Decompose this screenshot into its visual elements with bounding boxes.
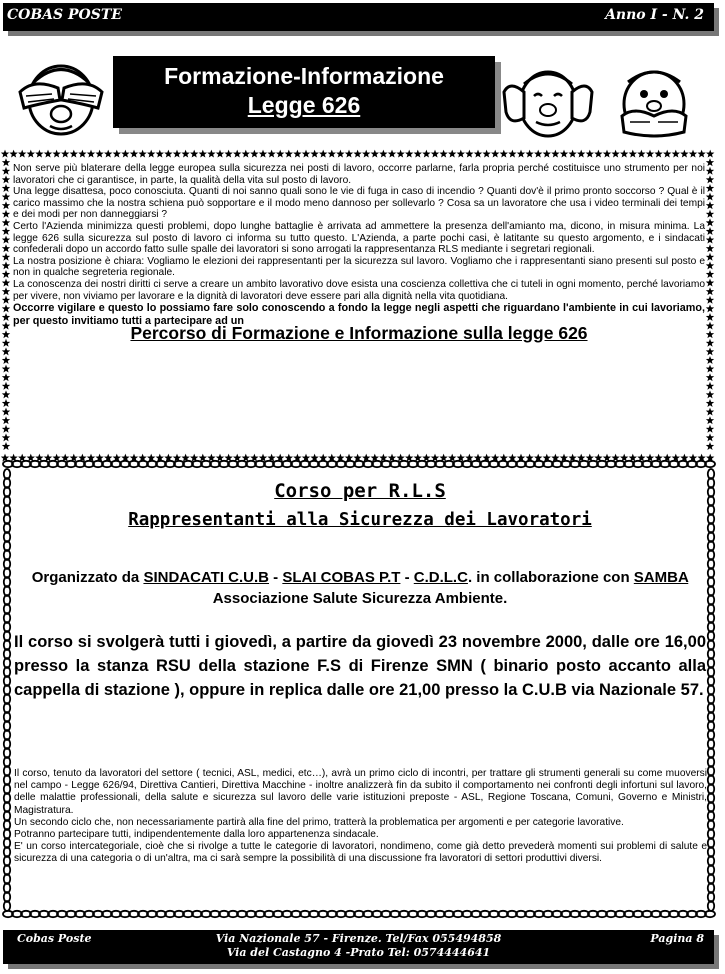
main-title-box (113, 56, 495, 128)
org-samba: SAMBA (633, 569, 689, 586)
course-schedule: Il corso si svolgerà tutti i giovedì, a partire da giovedì 23 novembre 2000, dalle ore 16,00 presso la stanza RSU della stazione F.S di Firenze SMN ( binario posto accanto alla cappella di stazione ), oppure in replica dalle ore 21,00 presso la C.U.B via Nazionale 57. (14, 633, 706, 699)
footer-bar (3, 930, 714, 964)
org-cub: SINDACATI C.U.B (143, 569, 269, 586)
intro-headline: Percorso di Formazione e Informazione sulla legge 626 (130, 322, 588, 343)
main-title: Formazione-Informazione (164, 63, 444, 89)
footer-publication: Cobas Poste (17, 932, 92, 945)
org-separator: - (400, 569, 414, 586)
speak-no-evil-face-icon (604, 62, 704, 146)
course-details (14, 768, 707, 866)
details-paragraph: Potranno partecipare tutti, indipendentemente dalla loro appartenenza sindacale. (14, 829, 379, 841)
org-separator: - (269, 569, 283, 586)
main-subtitle: Legge 626 (247, 92, 361, 118)
header-publication: COBAS POSTE (7, 7, 122, 23)
hear-no-evil-face-icon (500, 62, 596, 142)
see-no-evil-face-icon (14, 52, 108, 140)
footer-address-florence: Via Nazionale 57 - Firenze. Tel/Fax 055494858 (215, 932, 502, 945)
org-middle: . in collaborazione con (467, 569, 634, 586)
org-prefix: Organizzato da (31, 569, 144, 586)
intro-paragraph: La conoscenza dei nostri diritti ci serve a creare un ambito lavorativo dove esista una coscienza collettiva che ci tuteli in ogni momento, perché lavoriamo per vivere, non viviamo per lavorare e la dignità di lavoratori deve essere pari alla dignità nella vita quotidiana. (13, 278, 705, 302)
footer-address-prato: Via del Castagno 4 -Prato Tel: 0574444641 (226, 946, 491, 959)
details-paragraph: Il corso, tenuto da lavoratori del settore ( tecnici, ASL, medici, etc…), avrà un primo ciclo di incontri, per trattare gli strumenti generali su come muoversi nel campo - Legge 626/94, Direttiva Cantieri, Direttiva Macchine - inoltre analizzerà fin da subito il comportamento nei confronti degli infortuni sul lavoro, delle malattie professionali, della salute e sicurezza sul lavoro delle varie istituzioni preposte - ASL, Regione Toscana, Comuni, Governo e Ministri, Magistratura. (14, 768, 707, 816)
intro-paragraph: La nostra posizione è chiara: Vogliamo le elezioni dei rappresentanti per la sicurezza sul lavoro. Vogliamo che i rappresentanti siano presenti sul posto e non in qualche segreteria regionale. (13, 255, 705, 279)
intro-paragraph-bold: Occorre vigilare e questo lo possiamo fare solo conoscendo a fondo la legge negli aspetti che riguardano l'ambiente in cui lavoriamo, per questo invitiamo tutti a partecipare ad un (13, 302, 705, 327)
header-bar (3, 3, 714, 31)
intro-paragraph: Una legge disattesa, poco conosciuta. Quanti di noi sanno quali sono le vie di fuga in caso di incendio ? Quanti dov'è il primo pronto soccorso ? Qual è il carico massimo che la nostra schiena può sopportare e il modo meno dannoso per sollevarlo ? Cosa sa un lavoratore che usa i video terminali dei tempi e dei modi per non danneggiarsi ? (13, 186, 705, 221)
course-title: Corso per R.L.S (274, 480, 446, 502)
org-cdlc: C.D.L.C (413, 569, 468, 586)
course-organizers (14, 567, 706, 609)
details-paragraph: Un secondo ciclo che, non necessariamente partirà alla fine del primo, tratterà la problematica per argomenti e per categorie lavorative. (14, 816, 624, 828)
details-paragraph: E' un corso intercategoriale, cioè che si rivolge a tutte le categorie di lavoratori, nondimeno, come già detto prevederà momenti sui problemi di salute e sicurezza di una categoria o di un'altra, ma ci sarà sempre la possibilità di una discussione fra lavoratori di settori produttivi diversi. (14, 841, 707, 865)
intro-paragraph: Certo l'Azienda minimizza questi problemi, dopo lunghe battaglie è arrivata ad ammettere la presenza dell'amianto ma, dicono, in misura minima. La legge 626 sulla sicurezza sul posto di lavoro ci informa su tutto questo. L'Azienda, a parte pochi casi, è latitante su questo argomento, e i sindacati confederali dopo un accordo fatto sulle spalle dei lavoratori si sono arrogati la rappresentanza RLS mediante i segretari regionali. (13, 220, 705, 256)
intro-paragraph: Non serve più blaterare della legge europea sulla sicurezza nei posti di lavoro, occorre parlarne, farla propria perché costituisce uno strumento per noi lavoratori che ci garantisce, in parte, la qualità della vita sul posto di lavoro. (13, 163, 705, 186)
footer-page-number: Pagina 8 (650, 932, 704, 945)
course-subtitle: Rappresentanti alla Sicurezza dei Lavoratori (128, 510, 592, 530)
header-issue: Anno I - N. 2 (605, 7, 704, 23)
org-suffix: Associazione Salute Sicurezza Ambiente. (212, 590, 508, 607)
org-slai-cobas: SLAI COBAS P.T (282, 569, 401, 586)
intro-article (13, 163, 705, 343)
